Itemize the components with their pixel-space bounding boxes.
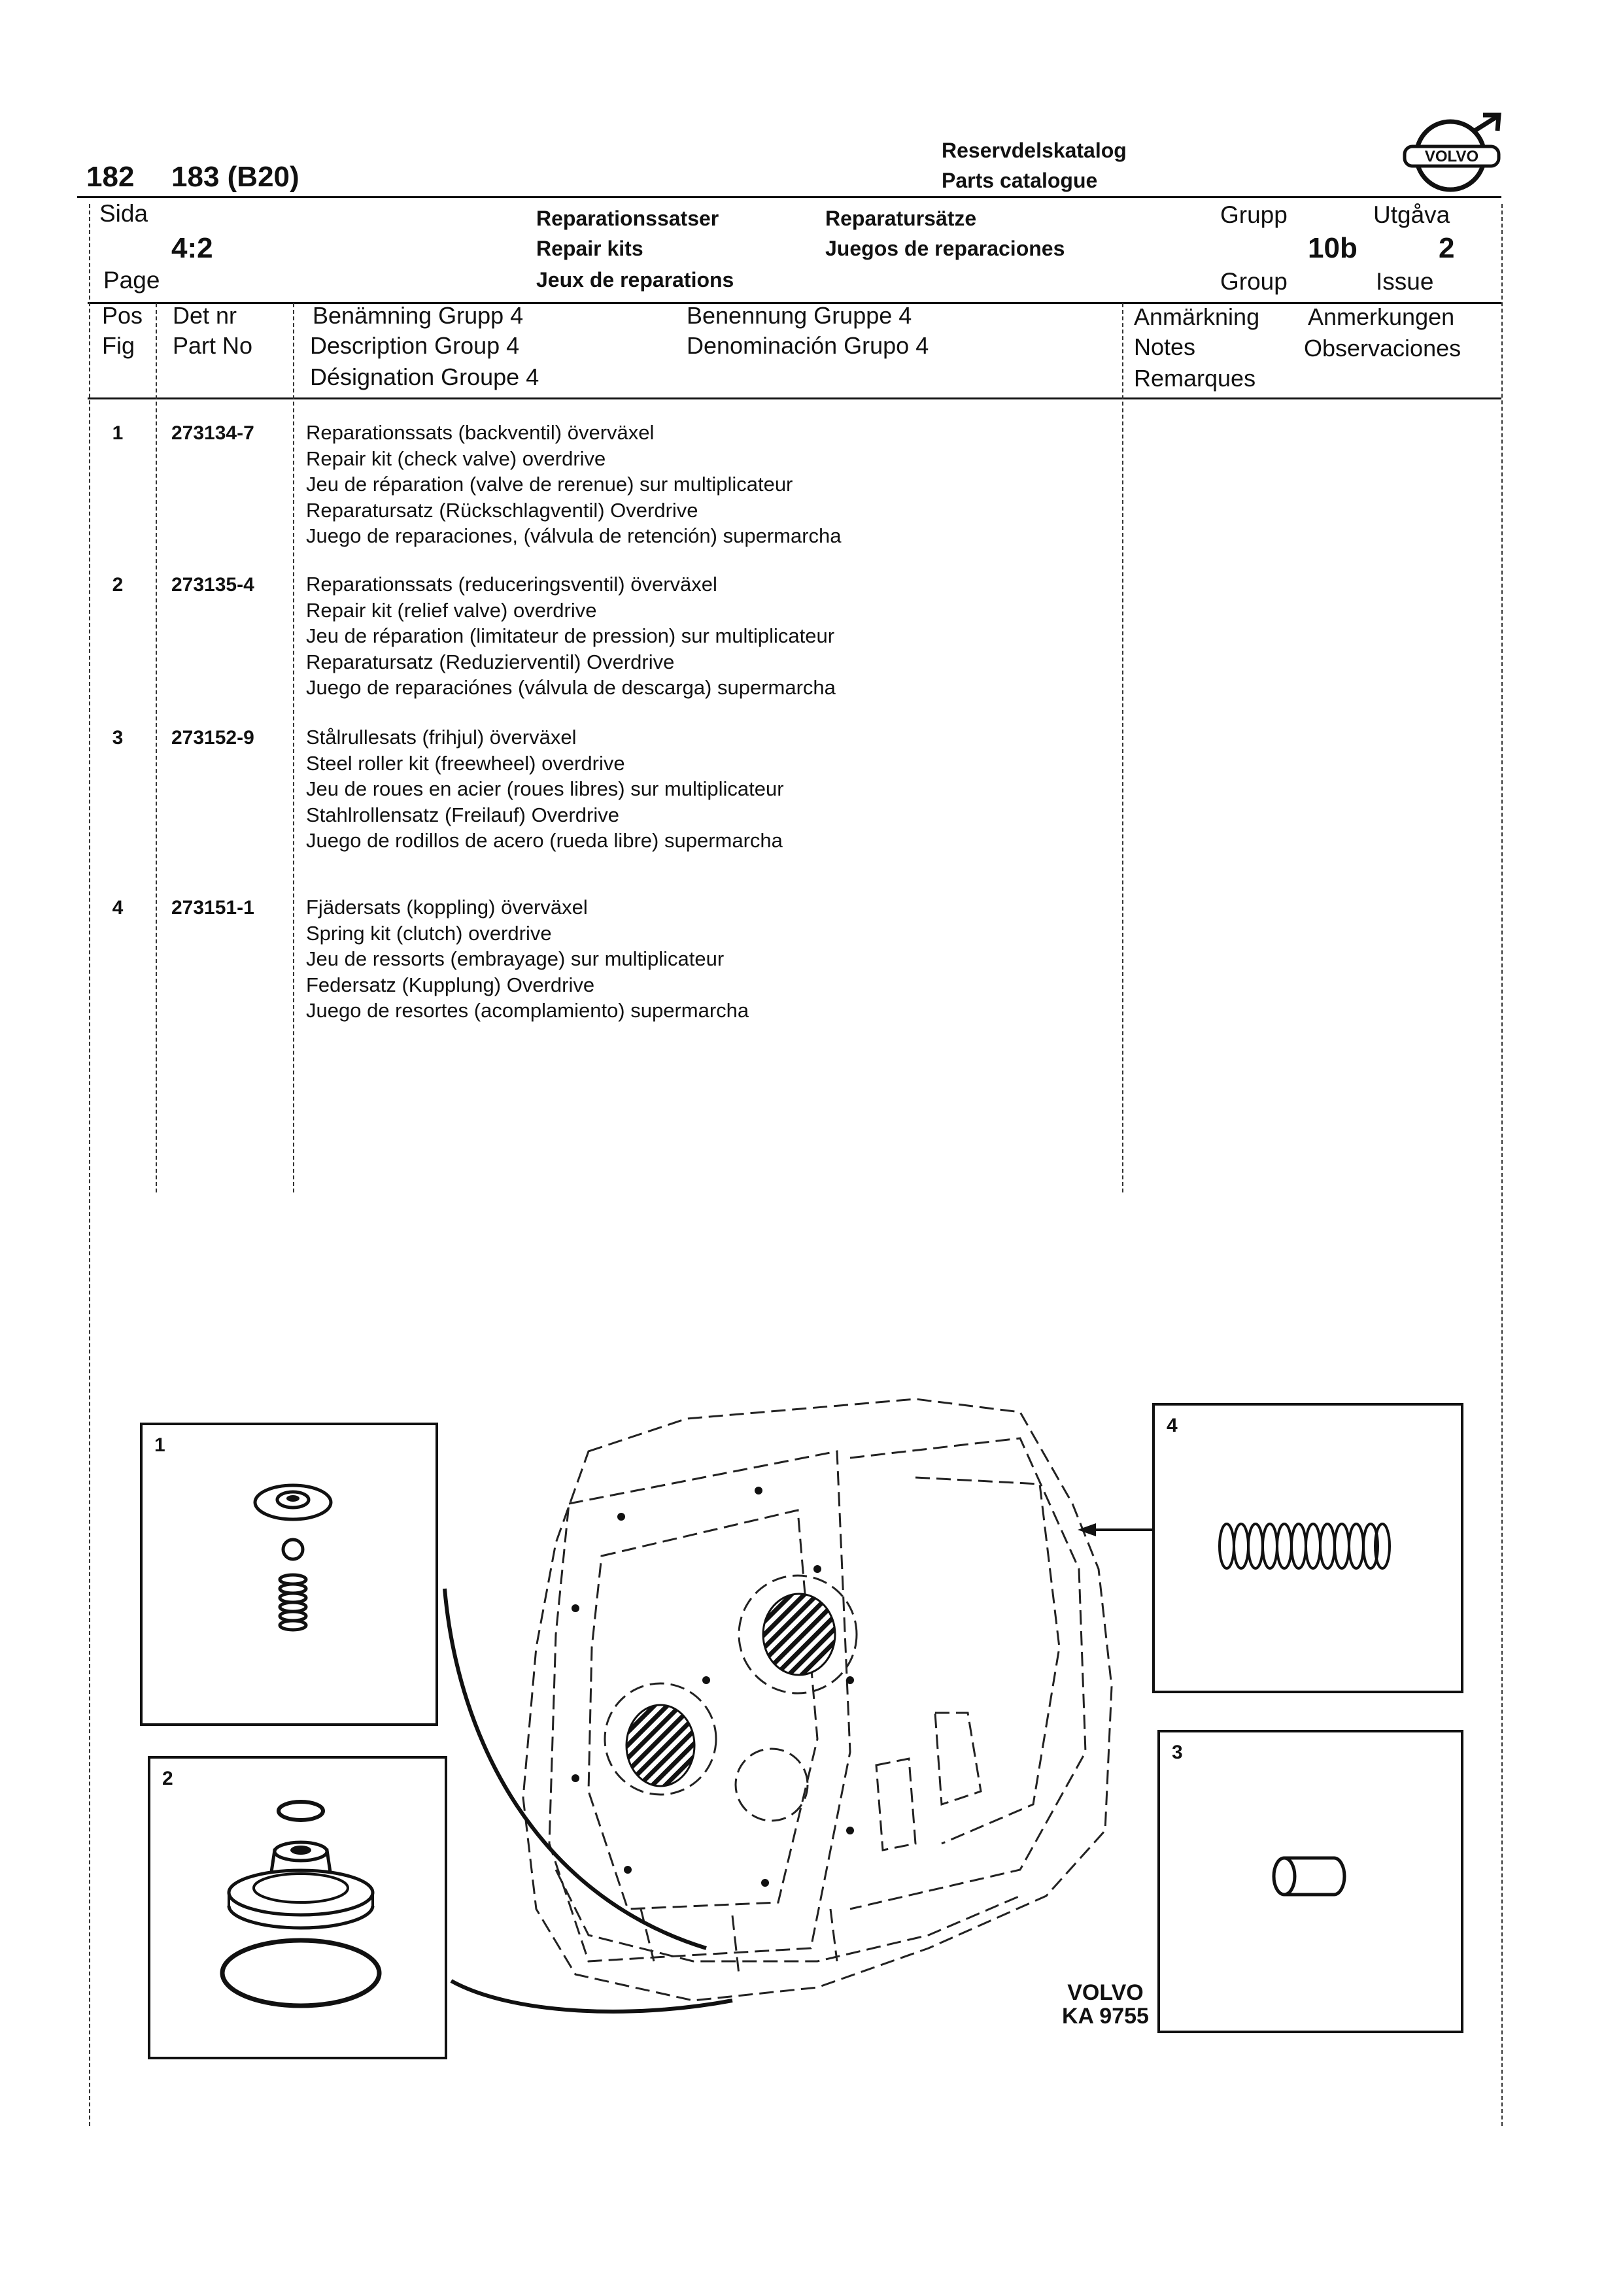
fig-column-header: Fig [102,332,135,359]
item-desc-es: Juego de rodillos de acero (rueda libre) supermarcha [306,829,783,852]
notes-header-de: Anmerkungen [1308,303,1455,330]
utgava-label: Utgåva [1373,201,1450,228]
part-box-1 [140,1423,438,1726]
drawing-reference-stamp [1062,1981,1149,2028]
box-number: 4 [1167,1415,1178,1436]
stamp-brand: VOLVO [1067,1980,1144,2005]
item-desc-es: Juego de resortes (acomplamiento) supermarcha [306,999,749,1022]
notes-header-sv: Anmärkning [1134,303,1260,330]
box-number: 2 [162,1768,173,1789]
description-header-es: Denominación Grupo 4 [687,332,929,359]
header-rule [77,196,1501,198]
item-desc-en: Repair kit (relief valve) overdrive [306,598,597,622]
section-title-de: Reparatursätze [825,207,977,230]
partno-column-header: Part No [173,332,253,359]
volvo-logo-text: VOLVO [1424,148,1479,165]
item-part-number: 273151-1 [171,897,254,919]
item-desc-sv: Reparationssats (backventil) överväxel [306,421,655,444]
issue-value: 2 [1439,232,1455,264]
volvo-logo-icon [1399,111,1511,193]
description-header-de: Benennung Gruppe 4 [687,302,912,329]
group-label: Group [1220,268,1288,295]
item-desc-fr: Jeu de réparation (limitateur de pression) sur multiplicateur [306,624,835,647]
desc-notes-rule [1122,303,1123,1192]
section-title-en: Repair kits [536,237,643,260]
item-pos: 3 [112,727,124,749]
item-desc-de: Reparatursatz (Rückschlagventil) Overdrive [306,498,698,522]
page-label: Page [103,267,160,294]
item-desc-es: Juego de reparaciónes (válvula de descarga) supermarcha [306,676,836,699]
item-part-number: 273135-4 [171,574,254,596]
sida-label: Sida [99,200,148,227]
notes-header-en: Notes [1134,333,1196,360]
item-part-number: 273152-9 [171,727,254,749]
section-title-fr: Jeux de reparations [536,268,734,292]
item-desc-fr: Jeu de roues en acier (roues libres) sur multiplicateur [306,777,784,800]
catalog-title-sv: Reservdelskatalog [942,139,1127,162]
relief-valve-kit-icon [203,1778,399,2040]
item-desc-sv: Reparationssats (reduceringsventil) överväxel [306,573,717,596]
detnr-column-header: Det nr [173,302,237,329]
item-part-number: 273134-7 [171,422,254,444]
box-number: 1 [154,1434,165,1456]
model-number-183-b20: 183 (B20) [171,161,299,193]
item-desc-de: Stahlrollensatz (Freilauf) Overdrive [306,803,619,826]
item-desc-en: Steel roller kit (freewheel) overdrive [306,751,625,775]
item-desc-sv: Stålrullesats (frihjul) överväxel [306,726,577,749]
notes-header-fr: Remarques [1134,365,1256,392]
description-header-en: Description Group 4 [310,332,520,359]
item-desc-es: Juego de reparaciones, (válvula de retención) supermarcha [306,524,842,547]
section-title-sv: Reparationssatser [536,207,719,230]
item-desc-de: Federsatz (Kupplung) Overdrive [306,973,595,996]
spring-kit-icon [1214,1504,1397,1589]
item-desc-en: Repair kit (check valve) overdrive [306,447,606,470]
notes-header-es: Observaciones [1304,335,1461,362]
part-box-2 [148,1756,447,2059]
item-desc-sv: Fjädersats (koppling) överväxel [306,896,588,919]
page-value: 4:2 [171,232,213,264]
column-header-rule [88,397,1501,399]
section-title-es: Juegos de reparaciones [825,237,1065,260]
box-number: 3 [1172,1742,1183,1763]
pos-column-header: Pos [102,302,143,329]
item-pos: 2 [112,574,124,596]
grupp-label: Grupp [1220,201,1288,228]
description-header-sv: Benämning Grupp 4 [313,302,524,329]
check-valve-kit-icon [234,1464,352,1687]
item-pos: 1 [112,422,124,444]
stamp-drawing-number: KA 9755 [1062,2004,1149,2029]
item-desc-de: Reparatursatz (Reduzierventil) Overdrive [306,650,675,673]
issue-label: Issue [1376,268,1434,295]
item-desc-fr: Jeu de réparation (valve de rerenue) sur multiplicateur [306,473,793,496]
item-pos: 4 [112,897,124,919]
part-box-3 [1157,1730,1463,2033]
partno-desc-rule [293,303,294,1192]
pos-partno-rule [156,303,157,1192]
model-number-182: 182 [86,161,135,193]
catalog-title-en: Parts catalogue [942,169,1098,192]
item-desc-fr: Jeu de ressorts (embrayage) sur multiplicateur [306,947,725,970]
description-header-fr: Désignation Groupe 4 [310,363,539,390]
group-value: 10b [1308,232,1358,264]
part-box-4 [1152,1403,1463,1693]
steel-roller-icon [1271,1850,1350,1902]
item-desc-en: Spring kit (clutch) overdrive [306,921,552,945]
